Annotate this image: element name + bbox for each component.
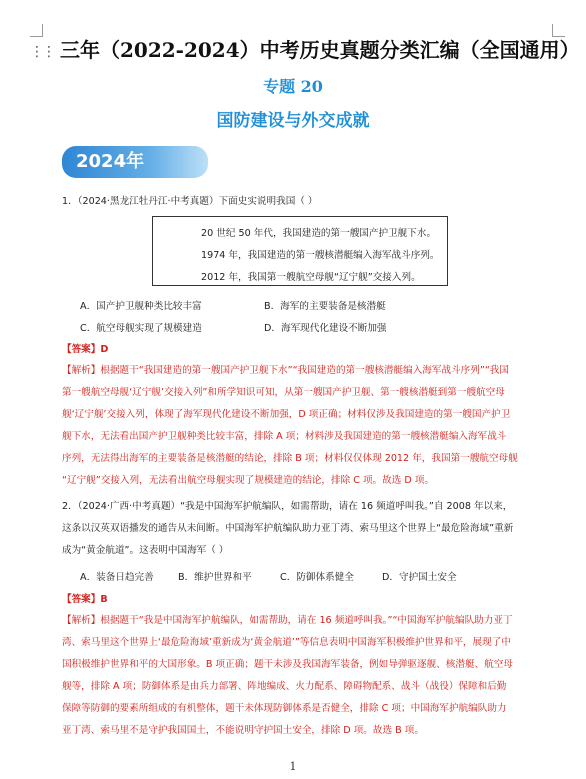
material-line: 1974 年，我国建造的第一艘核潜艇编入海军战斗序列。 (201, 250, 440, 261)
page-number: 1 (289, 760, 297, 773)
q2-analysis-line: 亚丁湾、索马里不是守护我国国土，不能说明守护国土安全，排除 D 项。故选 B 项。 (62, 725, 424, 736)
q2-analysis-line: 国积极维护世界和平的大国形象。B 项正确；题干未涉及我国海军装备，例如导弹驱逐舰、核潜艇、航空母 (62, 659, 513, 670)
question-2-stem-line: 这条以汉英双语播发的通告从未间断。中国海军护航编队助力亚丁湾、索马里这个世界上“最危险海域”重新 (62, 523, 514, 534)
q2-option-c: C．防御体系健全 (280, 572, 354, 583)
q2-option-a: A．装备日趋完善 (80, 572, 154, 583)
material-line: 20 世纪 50 年代，我国建造的第一艘国产护卫舰下水。 (201, 228, 437, 239)
q1-analysis-line: 序列，无法得出海军的主要装备是核潜艇的结论，排除 B 项；材料仅仅体现 2012 年，我国第一艘航空母舰 (62, 453, 518, 464)
page-corner-mark-top-left (30, 24, 43, 37)
question-2-stem-line: 成为“黄金航道”。这表明中国海军（ ） (62, 545, 229, 556)
q2-option-d: D．守护国土安全 (382, 572, 457, 583)
q1-option-b: B．海军的主要装备是核潜艇 (264, 301, 386, 312)
q1-analysis-line: 舰‘辽宁舰’交接入列，体现了海军现代化建设不断加强，D 项正确；材料仅涉及我国建造的第一艘国产护卫 (62, 409, 511, 420)
q2-analysis-line: 保障等防御的要素所组成的有机整体，题干未体现防御体系是否健全，排除 C 项；中国海军护航编队助力 (62, 703, 507, 714)
q2-option-b: B．维护世界和平 (178, 572, 252, 583)
q2-analysis-line: 【解析】根据题干“我是中国海军护航编队，如需帮助，请在 16 频道呼叫我。”“中国海军护航编队助力亚丁 (62, 615, 513, 626)
q1-option-d: D．海军现代化建设不断加强 (264, 323, 387, 334)
topic-title: 国防建设与外交成就 (216, 111, 370, 131)
q1-answer: 【答案】D (62, 344, 109, 355)
q1-analysis-line: 【解析】根据题干“我国建造的第一艘国产护卫舰下水”“我国建造的第一艘核潜艇编入海军战斗序列”“我国 (62, 365, 509, 376)
q2-analysis-line: 湾、索马里这个世界上‘最危险海域’重新成为‘黄金航道’”等信息表明中国海军积极维护世界和平，展现了中 (62, 637, 511, 648)
drag-handle-icon[interactable]: ⋮⋮ (30, 44, 54, 60)
q1-analysis-line: 舰下水，无法看出国产护卫舰种类比较丰富，排除 A 项；材料涉及我国建造的第一艘核潜艇编入海军战斗 (62, 431, 507, 442)
document-title: 三年（2022-2024）中考历史真题分类汇编（全国通用） (60, 38, 580, 62)
q1-option-a: A．国产护卫舰种类比较丰富 (80, 301, 202, 312)
topic-number: 专题 20 (263, 77, 323, 96)
q1-analysis-line: 第一艘航空母舰‘辽宁舰’交接入列”和所学知识可知，从第一艘国产护卫舰、第一艘核潜艇到第一艘航空母 (62, 387, 505, 398)
q2-answer: 【答案】B (62, 594, 108, 605)
page-corner-mark-top-right (552, 24, 565, 37)
question-1-stem: 1．（2024·黑龙江牡丹江·中考真题）下面史实说明我国（ ） (62, 196, 318, 207)
q2-analysis-line: 舰等，排除 A 项；防御体系是由兵力部署、阵地编成、火力配系、障碍物配系、战斗（战役）保障和后勤 (62, 681, 507, 692)
material-line: 2012 年，我国第一艘航空母舰“辽宁舰”交接入列。 (201, 272, 421, 283)
q1-option-c: C．航空母舰实现了规模建造 (80, 323, 202, 334)
question-2-stem-line: 2．（2024·广西·中考真题）“我是中国海军护航编队，如需帮助，请在 16 频道呼叫我。”自 2008 年以来， (62, 501, 513, 512)
q1-analysis-line: “辽宁舰”交接入列，无法看出航空母舰实现了规模建造的结论，排除 C 项。故选 D 项。 (62, 475, 435, 486)
question-1-material-box (152, 216, 448, 286)
year-badge: 2024年 (62, 146, 208, 178)
